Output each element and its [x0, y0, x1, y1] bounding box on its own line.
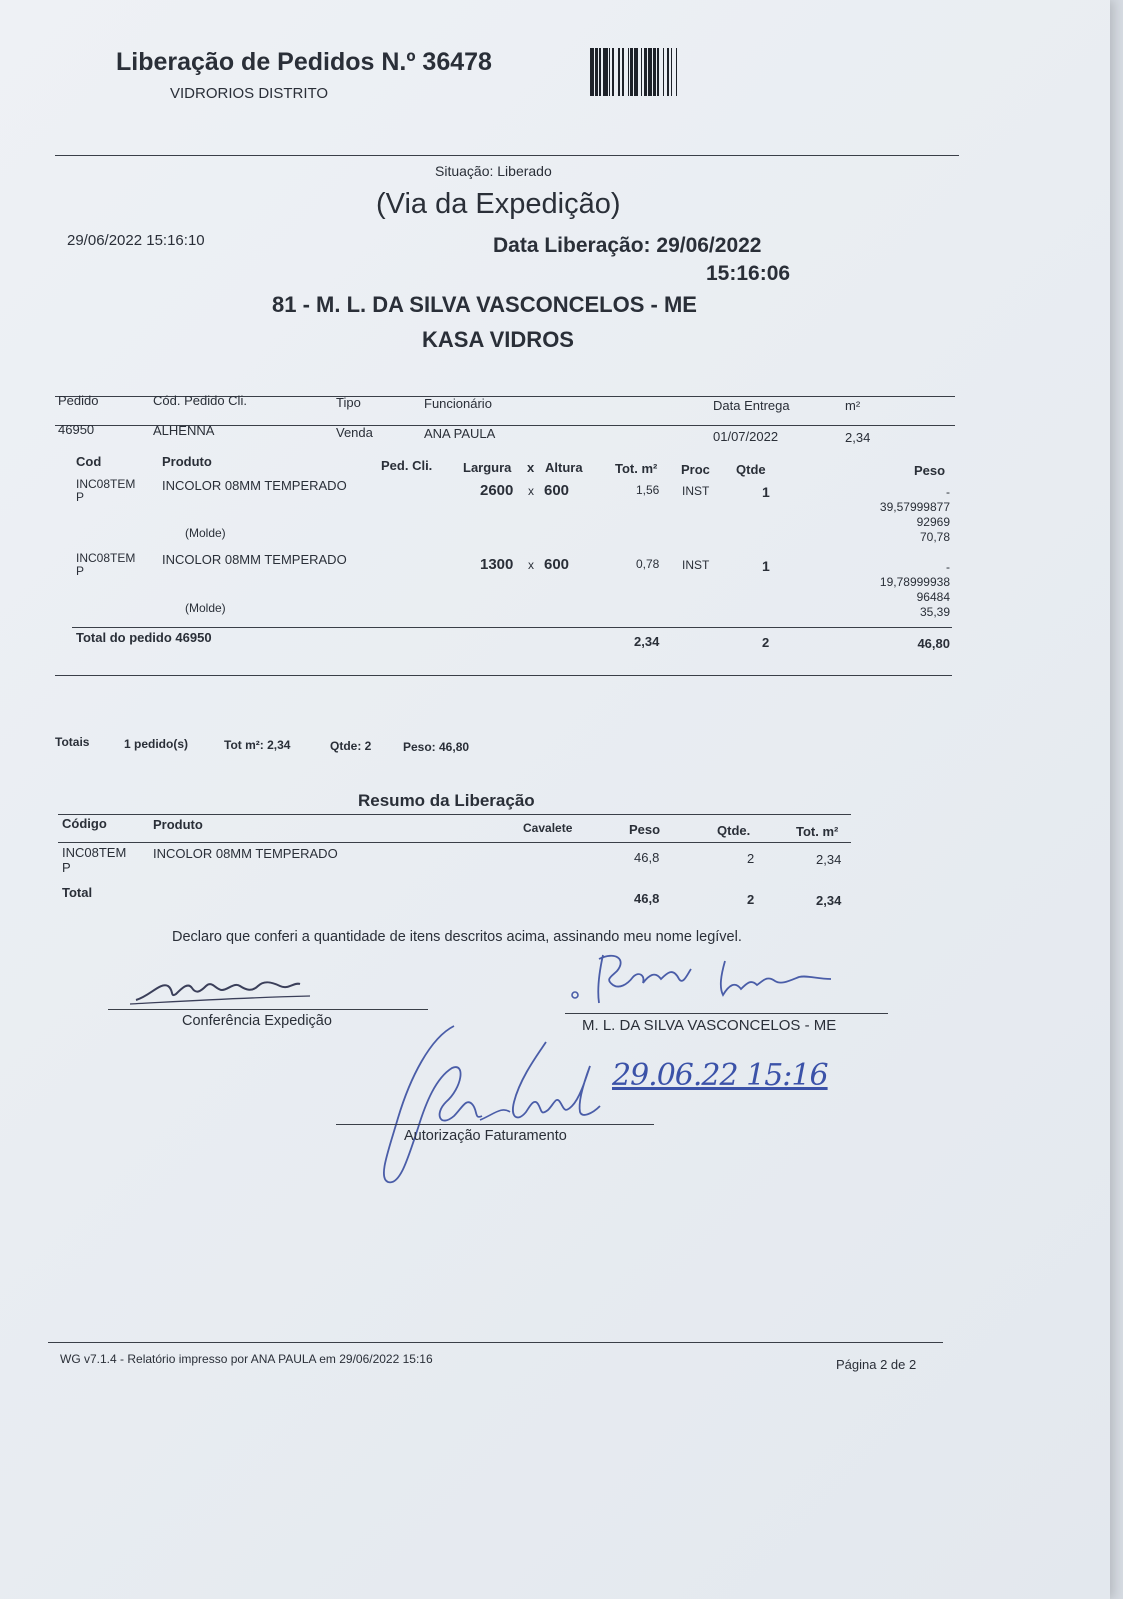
- summary-col-tot-m2: Tot. m²: [796, 824, 839, 839]
- item-peso-dash: -: [946, 560, 950, 574]
- item-proc: INST: [682, 484, 710, 498]
- divider: [72, 627, 952, 628]
- via-title: (Via da Expedição): [376, 188, 621, 220]
- col-produto: Produto: [162, 454, 212, 469]
- signature-autorizacao: [370, 1018, 610, 1186]
- divider: [55, 155, 959, 156]
- summary-total-tot-m2: 2,34: [816, 893, 842, 908]
- summary-title: Resumo da Liberação: [358, 791, 535, 810]
- item-altura: 600: [544, 556, 570, 573]
- item-peso: 39,57999877: [879, 500, 950, 514]
- totals-label: Totais: [55, 735, 90, 749]
- label-data-entrega: Data Entrega: [713, 398, 790, 413]
- item-peso-total: 35,39: [919, 605, 950, 619]
- value-tipo: Venda: [336, 425, 373, 440]
- divider: [55, 675, 952, 676]
- totals-qtde: Qtde: 2: [330, 739, 372, 753]
- summary-col-qtde: Qtde.: [717, 823, 751, 838]
- divider: [48, 1342, 943, 1343]
- item-produto: INCOLOR 08MM TEMPERADO: [162, 552, 347, 567]
- item-cod-cont: P: [76, 490, 85, 504]
- label-m2: m²: [845, 398, 861, 413]
- summary-total-peso: 46,8: [634, 891, 660, 906]
- item-peso-total: 70,78: [919, 530, 950, 544]
- col-qtde: Qtde: [736, 462, 766, 477]
- col-cod: Cod: [76, 454, 102, 469]
- summary-total-qtde: 2: [747, 892, 755, 907]
- summary-row-produto: INCOLOR 08MM TEMPERADO: [153, 846, 338, 861]
- col-tot-m2: Tot. m²: [615, 461, 658, 476]
- item-cod-cont: P: [76, 564, 85, 578]
- divider: [58, 814, 851, 815]
- item-qtde: 1: [762, 484, 770, 500]
- status-text: Situação: Liberado: [435, 163, 552, 179]
- item-x: x: [528, 558, 534, 572]
- order-total-label: Total do pedido 46950: [76, 630, 212, 645]
- order-total-qtde: 2: [762, 635, 770, 650]
- summary-row-qtde: 2: [747, 851, 755, 866]
- client-trade-name: KASA VIDROS: [422, 327, 574, 352]
- col-largura: Largura: [463, 460, 512, 475]
- barcode-bar: [677, 48, 680, 96]
- item-peso: 19,78999938: [879, 575, 950, 589]
- item-proc: INST: [682, 558, 710, 572]
- summary-row-cod-cont: P: [62, 860, 71, 875]
- signature-label-autorizacao: Autorização Faturamento: [404, 1128, 567, 1144]
- order-total-m2: 2,34: [634, 634, 660, 649]
- col-x: x: [527, 460, 535, 475]
- item-peso-cont: 96484: [916, 590, 950, 604]
- declaration-text: Declaro que conferi a quantidade de itens descritos acima, assinando meu nome legível.: [172, 929, 742, 945]
- signature-line: [565, 1013, 888, 1014]
- value-pedido: 46950: [58, 422, 95, 437]
- divider: [58, 842, 851, 843]
- item-molde: (Molde): [185, 601, 226, 615]
- barcode: [590, 48, 750, 96]
- value-funcionario: ANA PAULA: [424, 426, 496, 441]
- summary-row-peso: 46,8: [634, 850, 660, 865]
- item-tot-m2: 1,56: [636, 483, 660, 497]
- item-molde: (Molde): [185, 526, 226, 540]
- value-m2: 2,34: [845, 430, 871, 445]
- order-total-peso: 46,80: [917, 636, 950, 651]
- signature-label-conferencia: Conferência Expedição: [182, 1013, 332, 1029]
- page-title: Liberação de Pedidos N.º 36478: [116, 48, 492, 76]
- release-time: 15:16:06: [706, 262, 791, 285]
- label-funcionario: Funcionário: [424, 396, 492, 411]
- signature-cliente: [555, 945, 855, 1010]
- totals-m2: Tot m²: 2,34: [224, 738, 291, 752]
- item-largura: 1300: [480, 556, 514, 573]
- release-date: Data Liberação: 29/06/2022: [493, 234, 762, 257]
- item-peso-dash: -: [946, 485, 950, 499]
- summary-row-cod: INC08TEM: [62, 845, 127, 860]
- item-cod: INC08TEM: [76, 551, 136, 565]
- item-qtde: 1: [762, 558, 770, 574]
- item-peso-cont: 92969: [916, 515, 950, 529]
- summary-row-tot-m2: 2,34: [816, 852, 842, 867]
- summary-total-label: Total: [62, 885, 93, 900]
- col-peso: Peso: [914, 463, 946, 478]
- totals-orders: 1 pedido(s): [124, 737, 189, 751]
- company-name: VIDRORIOS DISTRITO: [170, 85, 329, 102]
- signature-line: [336, 1124, 654, 1125]
- summary-col-peso: Peso: [629, 822, 661, 837]
- handwritten-date: 29.06.22 15:16: [612, 1058, 828, 1093]
- signature-conferencia: [130, 968, 320, 1008]
- item-x: x: [528, 484, 534, 498]
- totals-peso: Peso: 46,80: [403, 740, 470, 754]
- client-name: 81 - M. L. DA SILVA VASCONCELOS - ME: [272, 292, 697, 317]
- item-produto: INCOLOR 08MM TEMPERADO: [162, 478, 347, 493]
- printed-datetime: 29/06/2022 15:16:10: [67, 232, 205, 249]
- label-pedido: Pedido: [58, 393, 99, 408]
- label-cod-pedido-cli: Cód. Pedido Cli.: [153, 393, 247, 408]
- summary-col-produto: Produto: [153, 817, 203, 832]
- col-altura: Altura: [545, 460, 583, 475]
- signature-line: [108, 1009, 428, 1010]
- item-cod: INC08TEM: [76, 477, 136, 491]
- signature-label-cliente: M. L. DA SILVA VASCONCELOS - ME: [582, 1017, 837, 1034]
- item-largura: 2600: [480, 482, 514, 499]
- summary-col-codigo: Código: [62, 816, 107, 831]
- footer-report-info: WG v7.1.4 - Relatório impresso por ANA PAULA em 29/06/2022 15:16: [60, 1352, 433, 1366]
- footer-page-number: Página 2 de 2: [836, 1357, 917, 1372]
- summary-col-cavalete: Cavalete: [523, 821, 573, 835]
- item-altura: 600: [544, 482, 570, 499]
- label-tipo: Tipo: [336, 395, 361, 410]
- col-proc: Proc: [681, 462, 710, 477]
- col-ped-cli: Ped. Cli.: [381, 458, 433, 473]
- value-data-entrega: 01/07/2022: [713, 429, 779, 444]
- value-cod-pedido-cli: ALHENNA: [153, 423, 215, 438]
- item-tot-m2: 0,78: [636, 557, 660, 571]
